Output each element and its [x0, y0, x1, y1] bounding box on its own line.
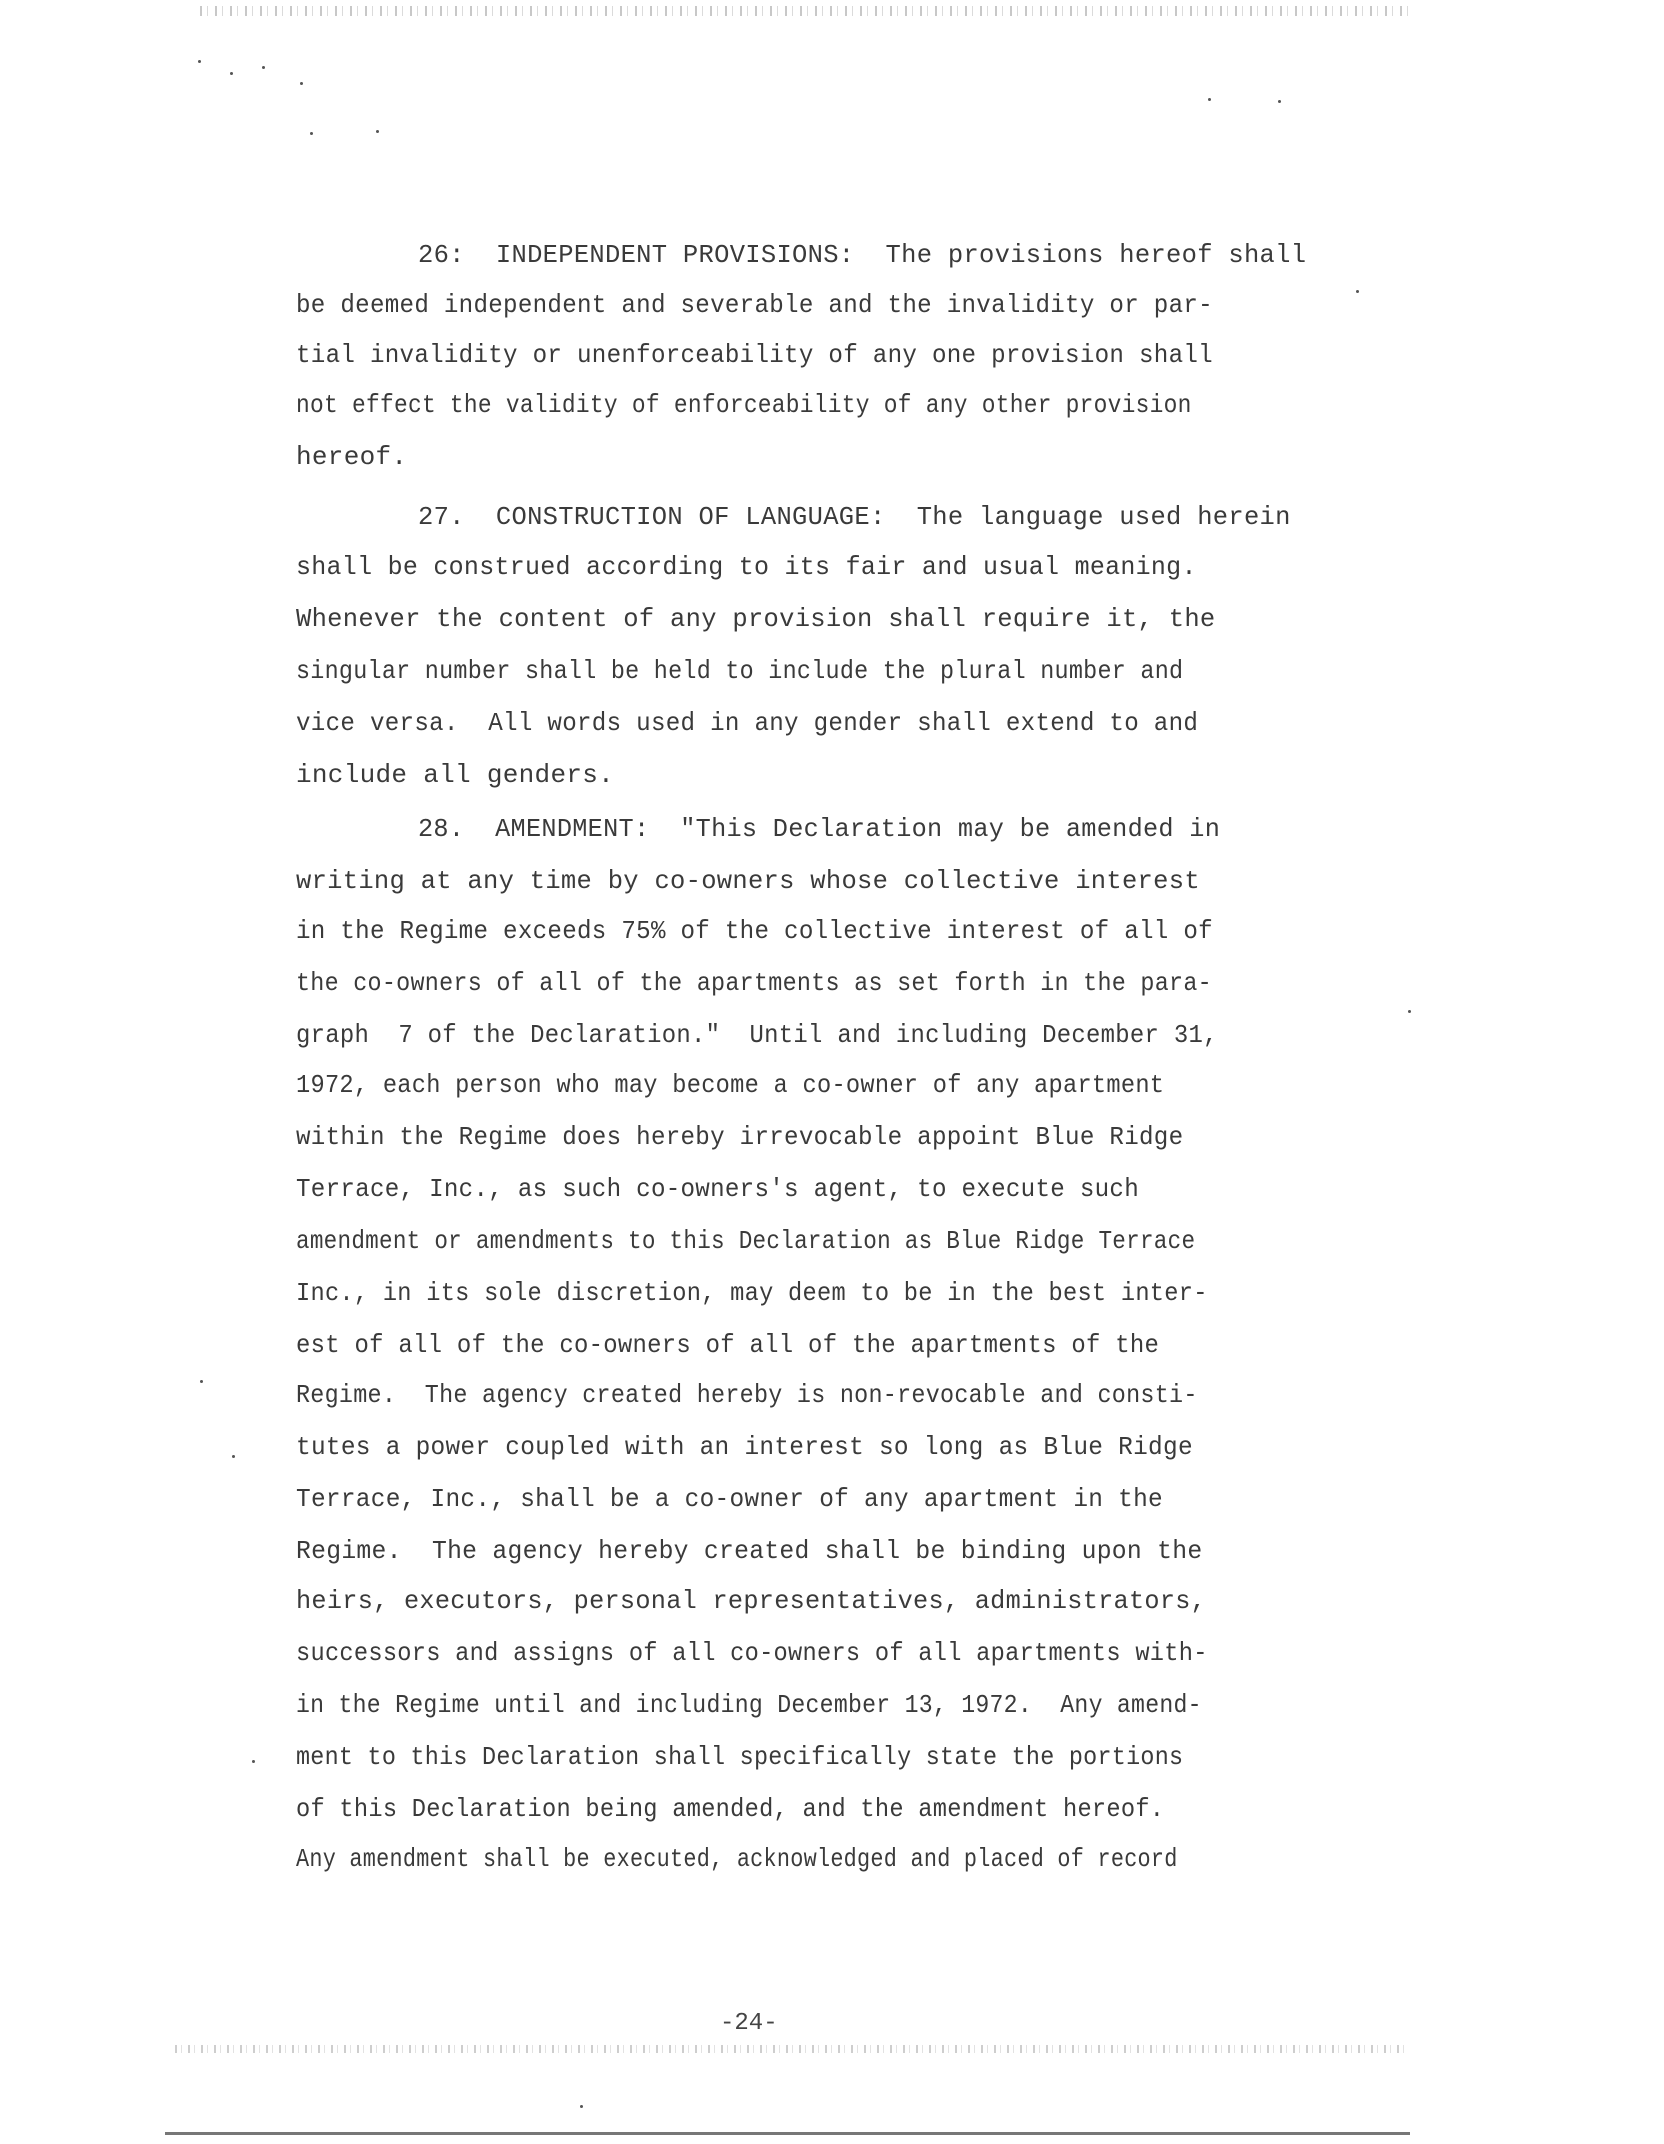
scan-speck [580, 2105, 583, 2108]
page-number: -24- [720, 2010, 778, 2037]
text-line: Regime. The agency hereby created shall be binding upon the [296, 1536, 1203, 1566]
text-line: Inc., in its sole discretion, may deem to be in the best inter- [296, 1278, 1208, 1308]
text-line: Whenever the content of any provision shall require it, the [296, 604, 1216, 634]
scan-noise-top [200, 6, 1410, 16]
text-line: be deemed independent and severable and the invalidity or par- [296, 290, 1213, 320]
text-line: Regime. The agency created hereby is non-revocable and consti- [296, 1380, 1198, 1410]
text-line: the co-owners of all of the apartments as set forth in the para- [296, 968, 1212, 998]
text-line: not effect the validity of enforceability of any other provision [296, 390, 1192, 420]
text-line: singular number shall be held to include the plural number and [296, 656, 1184, 686]
scan-speck [300, 82, 303, 85]
text-line: ment to this Declaration shall specifically state the portions [296, 1742, 1184, 1772]
scan-speck [376, 130, 379, 133]
scan-speck [1408, 1010, 1411, 1013]
text-line: successors and assigns of all co-owners of all apartments with- [296, 1638, 1208, 1668]
text-line: writing at any time by co-owners whose collective interest [296, 866, 1200, 896]
text-line: Terrace, Inc., shall be a co-owner of any apartment in the [296, 1484, 1164, 1514]
scan-speck [1208, 98, 1211, 101]
bottom-rule [165, 2132, 1410, 2135]
scan-speck [232, 1455, 235, 1458]
text-line: graph 7 of the Declaration." Until and including December 31, [296, 1020, 1218, 1050]
scan-speck [1278, 100, 1281, 103]
text-line: include all genders. [296, 760, 615, 790]
text-line: tutes a power coupled with an interest so long as Blue Ridge [296, 1432, 1193, 1462]
scan-noise-bottom [175, 2045, 1405, 2053]
scan-speck [1356, 290, 1359, 293]
text-line: heirs, executors, personal representatives, administrators, [296, 1586, 1207, 1616]
scan-speck [198, 60, 201, 63]
text-line: est of all of the co-owners of all of the apartments of the [296, 1330, 1160, 1360]
scan-speck [200, 1380, 203, 1383]
text-line: in the Regime until and including December 13, 1972. Any amend- [296, 1690, 1202, 1720]
text-line: Any amendment shall be executed, acknowledged and placed of record [296, 1844, 1178, 1874]
text-line: amendment or amendments to this Declaration as Blue Ridge Terrace [296, 1226, 1196, 1256]
text-line: of this Declaration being amended, and the amendment hereof. [296, 1794, 1165, 1824]
text-line: hereof. [296, 442, 408, 472]
text-line: 28. AMENDMENT: "This Declaration may be amended in [418, 814, 1221, 844]
scan-speck [252, 1760, 255, 1763]
text-line: shall be construed according to its fair and usual meaning. [296, 552, 1197, 582]
scan-speck [262, 66, 265, 69]
text-line: 1972, each person who may become a co-owner of any apartment [296, 1070, 1165, 1100]
text-line: 26: INDEPENDENT PROVISIONS: The provisions hereof shall [418, 240, 1307, 270]
text-line: 27. CONSTRUCTION OF LANGUAGE: The language used herein [418, 502, 1291, 532]
text-line: Terrace, Inc., as such co-owners's agent, to execute such [296, 1174, 1140, 1204]
scan-speck [230, 72, 233, 75]
scan-speck [310, 132, 313, 135]
text-line: vice versa. All words used in any gender shall extend to and [296, 708, 1199, 738]
text-line: tial invalidity or unenforceability of any one provision shall [296, 340, 1213, 370]
text-line: within the Regime does hereby irrevocable appoint Blue Ridge [296, 1122, 1184, 1152]
text-line: in the Regime exceeds 75% of the collective interest of all of [296, 916, 1213, 946]
